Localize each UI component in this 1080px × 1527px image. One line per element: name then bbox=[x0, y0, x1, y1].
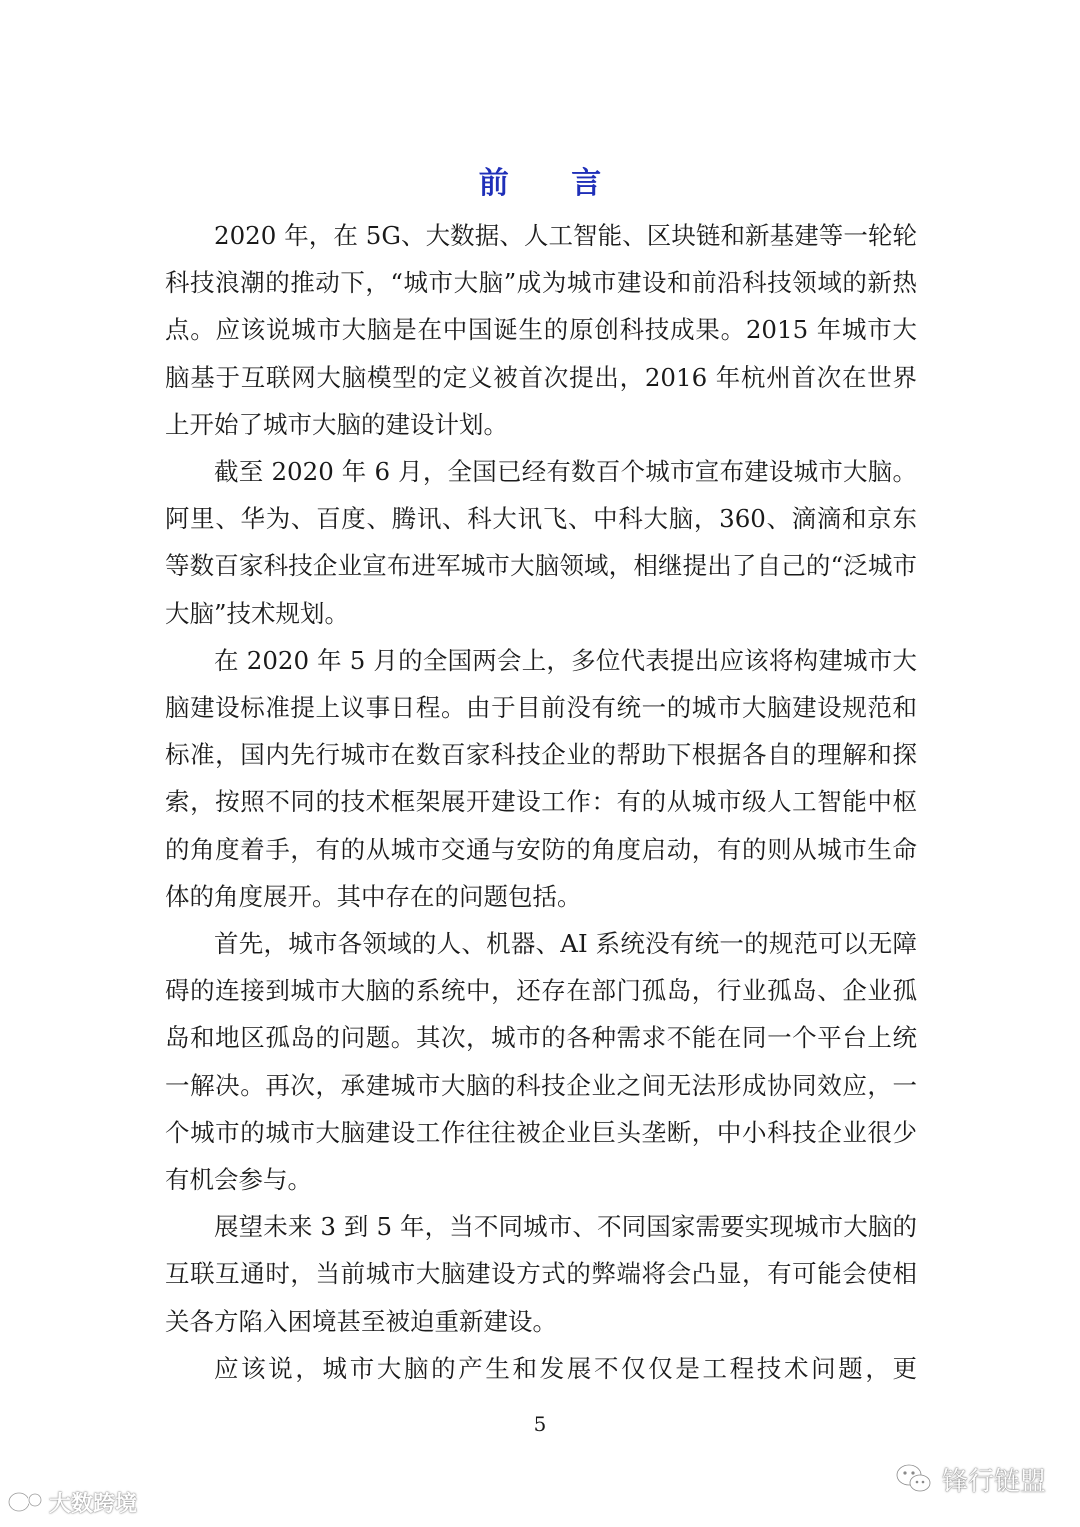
bubble-logo-icon bbox=[6, 1489, 46, 1515]
page-number: 5 bbox=[533, 1412, 547, 1436]
watermark-right-text: 锋行链盟 bbox=[941, 1466, 1046, 1497]
watermark-left-text: 大数跨境 bbox=[49, 1491, 138, 1517]
page-title: 前 言 bbox=[478, 166, 628, 202]
paragraph-3: 在 2020 年 5 月的全国两会上，多位代表提出应该将构建城市大脑建设标准提上议事日程。由于目前没有统一的城市大脑建设规范和标准，国内先行城市在数百家科技企业的帮助下根据各自的理解和探索，按照不同的技术框架展开建设工作：有的从城市级人工智能中枢的角度着手，有的从城市交通与安防的角度启动，有的则从城市生命体的角度展开。其中存在的问题包括。 bbox=[165, 645, 917, 911]
watermark-right bbox=[894, 1459, 1046, 1499]
wechat-icon bbox=[894, 1462, 934, 1496]
paragraph-6: 应该说，城市大脑的产生和发展不仅仅是工程技术问题，更 bbox=[214, 1353, 917, 1383]
paragraph-4: 首先，城市各领域的人、机器、AI 系统没有统一的规范可以无障碍的连接到城市大脑的系统中，还存在部门孤岛，行业孤岛、企业孤岛和地区孤岛的问题。其次，城市的各种需求不能在同一个平台上统一解决。再次，承建城市大脑的科技企业之间无法形成协同效应，一个城市的城市大脑建设工作往往被企业巨头垄断，中小科技企业很少有机会参与。 bbox=[165, 929, 917, 1195]
watermark-left bbox=[6, 1487, 137, 1517]
body-text bbox=[165, 212, 917, 1392]
paragraph-1: 2020 年，在 5G、大数据、人工智能、区块链和新基建等一轮轮科技浪潮的推动下，“城市大脑”成为城市建设和前沿科技领域的新热点。应该说城市大脑是在中国诞生的原创科技成果。2015 年城市大脑基于互联网大脑模型的定义被首次提出，2016 年杭州首次在世界上开始了城市大脑的建设计划。 bbox=[165, 221, 917, 439]
paragraph-2: 截至 2020 年 6 月，全国已经有数百个城市宣布建设城市大脑。阿里、华为、百度、腾讯、科大讯飞、中科大脑，360、滴滴和京东等数百家科技企业宣布进军城市大脑领域，相继提出了自己的“泛城市大脑”技术规划。 bbox=[165, 457, 917, 628]
paragraph-5: 展望未来 3 到 5 年，当不同城市、不同国家需要实现城市大脑的互联互通时，当前城市大脑建设方式的弊端将会凸显，有可能会使相关各方陷入困境甚至被迫重新建设。 bbox=[165, 1212, 917, 1336]
